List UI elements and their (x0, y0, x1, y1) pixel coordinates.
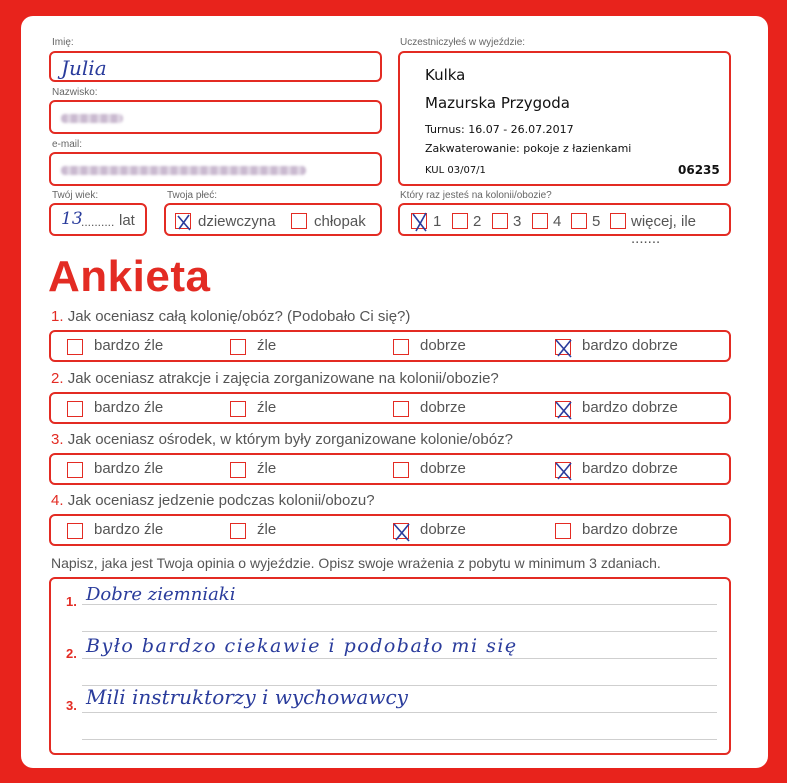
question-number: 3. (51, 431, 64, 448)
answer-line (82, 631, 717, 632)
question-text: Jak oceniasz całą kolonię/obóz? (Podobało Ci się?) (67, 308, 411, 325)
plec-field (164, 203, 382, 236)
q2-checkbox-bardzo-dobrze[interactable] (555, 401, 571, 417)
camp-name: Kulka (425, 66, 466, 84)
ktory-raz-checkbox-1[interactable] (411, 213, 427, 229)
question-1 (51, 308, 410, 325)
plec-checkbox-dziewczyna[interactable] (175, 213, 191, 229)
camp-info-box (398, 51, 731, 186)
wiek-label: Twój wiek: (52, 190, 99, 201)
answer-3: Mili instruktorzy i wychowawcy (86, 685, 408, 709)
q1-checkbox-dobrze[interactable] (393, 339, 409, 355)
answer-line (82, 739, 717, 740)
q2-checkbox-zle[interactable] (230, 401, 246, 417)
q3-option-bardzo-zle: bardzo źle (94, 460, 164, 477)
q3-checkbox-dobrze[interactable] (393, 462, 409, 478)
page-title: Ankieta (48, 252, 211, 301)
q4-option-bardzo-dobrze: bardzo dobrze (582, 521, 678, 538)
answer-line (82, 658, 717, 659)
ktory-raz-checkbox-3[interactable] (492, 213, 508, 229)
redacted-surname (61, 114, 123, 123)
wiek-value: 13 (61, 209, 83, 229)
camp-accommodation: Zakwaterowanie: pokoje z łazienkami (425, 142, 632, 155)
check-mark-icon (554, 399, 576, 421)
q1-checkbox-zle[interactable] (230, 339, 246, 355)
q2-checkbox-dobrze[interactable] (393, 401, 409, 417)
q1-option-dobrze: dobrze (420, 337, 466, 354)
redacted-email (61, 166, 306, 175)
camp-number: 06235 (678, 163, 720, 177)
camp-turnus: Turnus: 16.07 - 26.07.2017 (425, 123, 574, 136)
q4-option-zle: źle (257, 521, 277, 538)
q4-checkbox-bardzo-dobrze[interactable] (555, 523, 571, 539)
q2-option-bardzo-zle: bardzo źle (94, 399, 164, 416)
ktory-raz-checkbox-2[interactable] (452, 213, 468, 229)
plec-option-dziewczyna: dziewczyna (198, 213, 276, 230)
answer-number: 2. (66, 646, 77, 661)
ktory-raz-option-3: 3 (513, 213, 522, 230)
q4-checkbox-bardzo-zle[interactable] (67, 523, 83, 539)
q4-option-dobrze: dobrze (420, 521, 466, 538)
check-mark-icon (410, 211, 430, 233)
q4-option-bardzo-zle: bardzo źle (94, 521, 164, 538)
q3-option-bardzo-dobrze: bardzo dobrze (582, 460, 678, 477)
camp-program: Mazurska Przygoda (425, 94, 570, 112)
ktory-raz-option-wiecej: więcej, ile ....... (631, 213, 697, 247)
wiek-dots: .......... (81, 215, 115, 229)
ktory-raz-checkbox-wiecej[interactable] (610, 213, 626, 229)
ktory-raz-field (398, 203, 731, 247)
q1-checkbox-bardzo-dobrze[interactable] (555, 339, 571, 355)
ktory-raz-checkbox-4[interactable] (532, 213, 548, 229)
imie-field[interactable] (49, 51, 382, 82)
q3-option-zle: źle (257, 460, 277, 477)
question-text: Jak oceniasz atrakcje i zajęcia zorganizowane na kolonii/obozie? (67, 370, 499, 387)
email-label: e-mail: (52, 139, 83, 150)
check-mark-icon (392, 521, 414, 543)
answer-2: Było bardzo ciekawie i podobało mi się (86, 635, 518, 657)
q4-checkbox-zle[interactable] (230, 523, 246, 539)
opinion-prompt: Napisz, jaka jest Twoja opinia o wyjeździe. Opisz swoje wrażenia z pobytu w minimum 3 zdaniach. (51, 555, 661, 571)
question-2 (51, 370, 499, 387)
ktory-raz-label: Który raz jesteś na kolonii/obozie? (400, 190, 552, 201)
nazwisko-field[interactable] (49, 100, 382, 134)
ktory-raz-option-1: 1 (433, 213, 442, 230)
question-text: Jak oceniasz ośrodek, w którym były zorganizowane kolonie/obóz? (67, 431, 513, 448)
wiek-field[interactable] (49, 203, 147, 236)
ktory-raz-option-4: 4 (553, 213, 562, 230)
check-mark-icon (554, 337, 576, 359)
q2-option-bardzo-dobrze: bardzo dobrze (582, 399, 678, 416)
q3-checkbox-bardzo-dobrze[interactable] (555, 462, 571, 478)
q2-checkbox-bardzo-zle[interactable] (67, 401, 83, 417)
question-number: 1. (51, 308, 64, 325)
email-field[interactable] (49, 152, 382, 186)
ktory-raz-checkbox-5[interactable] (571, 213, 587, 229)
question-number: 2. (51, 370, 64, 387)
ktory-raz-option-5: 5 (592, 213, 601, 230)
q1-option-zle: źle (257, 337, 277, 354)
q2-option-zle: źle (257, 399, 277, 416)
answer-line (82, 712, 717, 713)
check-mark-icon (554, 460, 576, 482)
answer-1: Dobre ziemniaki (86, 584, 236, 605)
plec-option-chlopak: chłopak (314, 213, 366, 230)
camp-code: KUL 03/07/1 (425, 165, 486, 176)
imie-value: Julia (61, 56, 107, 80)
answer-number: 3. (66, 698, 77, 713)
q1-option-bardzo-zle: bardzo źle (94, 337, 164, 354)
q3-option-dobrze: dobrze (420, 460, 466, 477)
check-mark-icon (174, 211, 194, 233)
q1-checkbox-bardzo-zle[interactable] (67, 339, 83, 355)
plec-checkbox-chlopak[interactable] (291, 213, 307, 229)
question-text: Jak oceniasz jedzenie podczas kolonii/obozu? (67, 492, 375, 509)
q2-option-dobrze: dobrze (420, 399, 466, 416)
question-3 (51, 431, 513, 448)
question-number: 4. (51, 492, 64, 509)
uczestniczyles-label: Uczestniczyłeś w wyjeździe: (400, 37, 526, 48)
plec-label: Twoja płeć: (167, 190, 218, 201)
answer-number: 1. (66, 594, 77, 609)
q3-checkbox-zle[interactable] (230, 462, 246, 478)
q4-checkbox-dobrze[interactable] (393, 523, 409, 539)
q3-checkbox-bardzo-zle[interactable] (67, 462, 83, 478)
q1-option-bardzo-dobrze: bardzo dobrze (582, 337, 678, 354)
wiek-unit: lat (119, 212, 135, 229)
question-4 (51, 492, 375, 509)
nazwisko-label: Nazwisko: (52, 87, 98, 98)
ktory-raz-option-2: 2 (473, 213, 482, 230)
imie-label: Imię: (52, 37, 74, 48)
